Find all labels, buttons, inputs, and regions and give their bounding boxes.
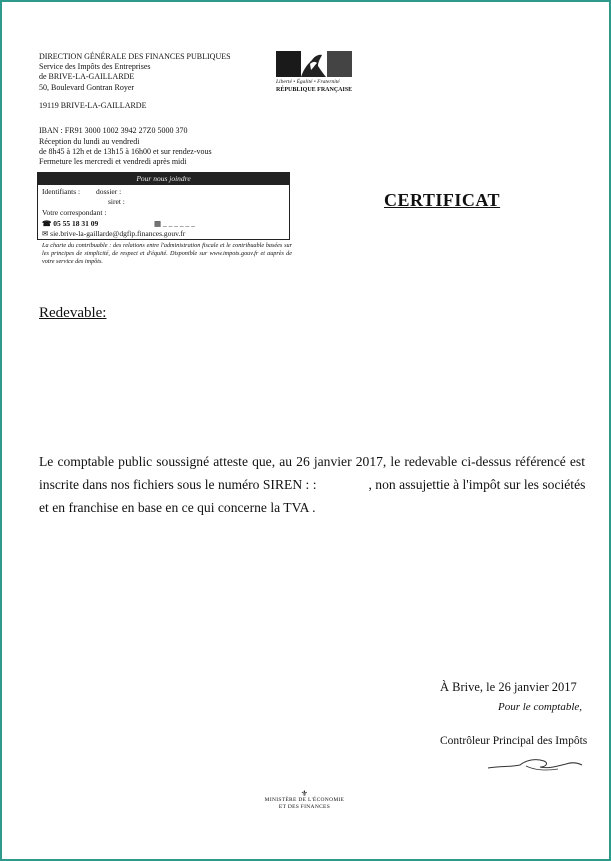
hours-line-1: Réception du lundi au vendredi (39, 137, 140, 146)
siret-label: siret : (108, 197, 125, 206)
opening-hours (39, 137, 212, 167)
header-city: de BRIVE-LA-GAILLARDE (39, 72, 135, 82)
header-direction: DIRECTION GÉNÉRALE DES FINANCES PUBLIQUES (39, 52, 231, 61)
header-service: Service des Impôts des Entreprises (39, 62, 151, 72)
phone-icon: ☎ (42, 219, 52, 228)
for-accountant: Pour le comptable, (498, 701, 583, 713)
header-postcode: 19119 BRIVE-LA-GAILLARDE (39, 101, 147, 110)
signer-role: Contrôleur Principal des Impôts (440, 735, 588, 747)
ministry-emblem-icon: ⚜ (300, 789, 309, 798)
fax-icon: ▦ (154, 219, 162, 228)
dossier-label: dossier : (96, 187, 122, 196)
fax-row (154, 219, 195, 228)
correspondant-label: Votre correspondant : (42, 208, 107, 217)
contact-box-title: Pour nous joindre (38, 173, 289, 185)
phone-number: 05 55 18 31 09 (53, 219, 99, 228)
logo-republic: RÉPUBLIQUE FRANÇAISE (276, 87, 353, 93)
siren-suffix: , non assujettie à l'impôt sur les sociétés (368, 477, 586, 492)
ministry-footer (257, 790, 352, 811)
email-address[interactable]: sie.brive-la-gaillarde@dgfip.finances.gouv.fr (50, 229, 186, 238)
mail-icon: ✉ (42, 229, 49, 238)
hours-line-3: Fermeture les mercredi et vendredi après midi (39, 157, 187, 166)
document-title: CERTIFICAT (384, 190, 501, 210)
redevable-label: Redevable: (39, 305, 107, 321)
header-street: 50, Boulevard Gontran Royer (39, 82, 135, 92)
signature-icon (486, 754, 586, 776)
iban: IBAN : FR91 3000 1002 3942 27Z0 5000 370 (39, 126, 188, 135)
body-line-1: Le comptable public soussigné atteste que, au 26 janvier 2017, le redevable ci-dessus référencé est (39, 454, 585, 469)
body-line-3: et en franchise en base en ce qui concerne la TVA . (39, 500, 316, 515)
taxpayer-charter: La charte du contribuable : des relations entre l'administration fiscale et le contribuable basées sur les principes de simplicité, de respect et d'équité. Disponible sur www.impots.gouv.fr et auprès de votre service des impôts. (42, 242, 292, 265)
fax-number: _ _ _ _ _ _ (162, 219, 195, 228)
ministry-line-1: MINISTÈRE DE L'ÉCONOMIE (264, 797, 345, 803)
hours-line-2: de 8h45 à 12h et de 13h15 à 16h00 et sur rendez-vous (39, 147, 212, 156)
place-date: À Brive, le 26 janvier 2017 (440, 680, 577, 694)
siren-text: inscrite dans nos fichiers sous le numéro SIREN : : (39, 477, 317, 492)
logo-motto: Liberté • Égalité • Fraternité (276, 79, 340, 85)
sender-address (39, 52, 231, 93)
marianne-icon (274, 50, 354, 80)
ministry-line-2: ET DES FINANCES (278, 804, 331, 810)
email-row (42, 229, 185, 238)
republic-logo (274, 50, 354, 97)
phone-row (42, 219, 98, 228)
contact-box (37, 172, 290, 240)
identifiants-label: Identifiants : (42, 187, 81, 196)
body-line-2 (39, 477, 585, 493)
